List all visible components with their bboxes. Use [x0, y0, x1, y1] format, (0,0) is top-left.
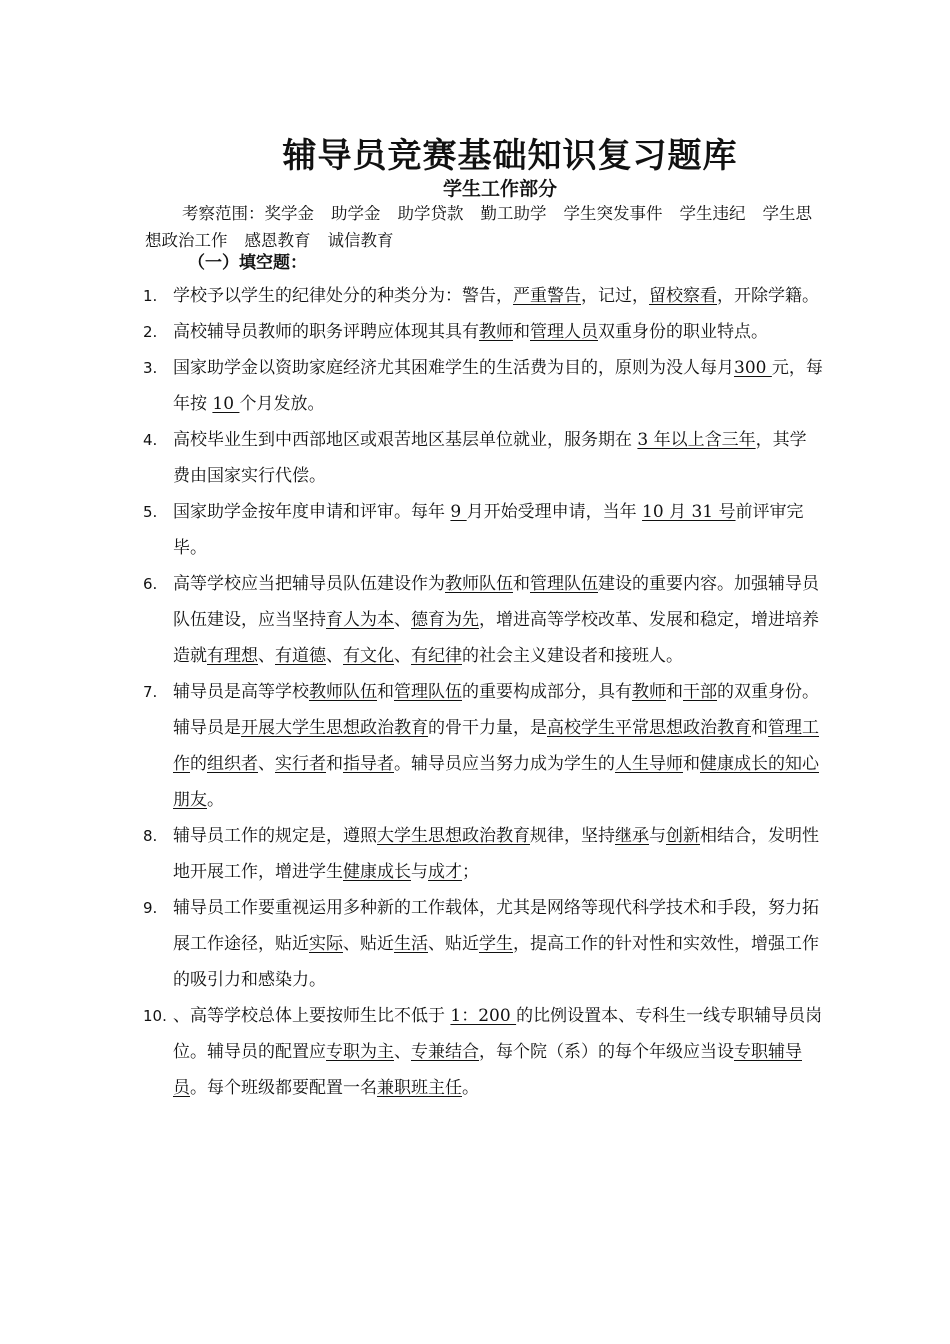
question-text: 。: [207, 790, 224, 810]
question-list: [143, 278, 823, 1106]
answer-blank: 管理队伍: [530, 574, 598, 594]
scope-item: 助学金: [331, 204, 381, 223]
question-item: [143, 674, 823, 818]
answer-blank: 10: [212, 394, 240, 414]
question-text: 与: [649, 826, 666, 846]
question-text: 、: [394, 646, 411, 666]
answer-blank: 有道德: [275, 646, 326, 666]
question-text: 、高等学校总体上要按师生比不低于: [173, 1006, 451, 1026]
answer-blank: 健康成长: [343, 862, 411, 882]
question-text: 建设的重要内容。加强辅导员队伍建设，应当坚持: [173, 574, 819, 630]
answer-blank: 实行者: [275, 754, 326, 774]
question-text: 、: [258, 646, 275, 666]
answer-blank: 德育为先: [411, 610, 479, 630]
question-text: ，记过，: [581, 286, 649, 306]
question-text: 个月发放。: [239, 394, 325, 414]
question-text: 与: [411, 862, 428, 882]
answer-blank: 学生: [479, 934, 513, 954]
question-text: 前评审完毕。: [173, 502, 804, 558]
question-number: 4.: [143, 431, 158, 449]
answer-blank: 组织者: [207, 754, 258, 774]
answer-blank: 管理人员: [530, 322, 598, 342]
question-text: 和: [666, 682, 683, 702]
question-item: [143, 350, 823, 422]
answer-blank: 健康成长的知心朋友: [173, 754, 819, 810]
question-text: 和: [377, 682, 394, 702]
question-text: 双重身份的职业特点。: [598, 322, 768, 342]
answer-blank: 专职为主: [326, 1042, 394, 1062]
question-item: [143, 818, 823, 890]
question-text: 高等学校应当把辅导员队伍建设作为: [173, 574, 445, 594]
answer-blank: 专职辅导员: [173, 1042, 802, 1098]
question-text: ，提高工作的针对性和实效性，增强工作的吸引力和感染力。: [173, 934, 819, 990]
question-number: 5.: [143, 503, 158, 521]
question-text: 月开始受理申请，当年: [466, 502, 643, 522]
answer-blank: 严重警告: [513, 286, 581, 306]
question-number: 6.: [143, 575, 158, 593]
question-text: ，开除学籍。: [717, 286, 819, 306]
question-text: 的重要构成部分，具有: [462, 682, 632, 702]
question-item: [143, 314, 823, 350]
answer-blank: 指导者: [343, 754, 394, 774]
scope-item: 学生突发事件: [563, 204, 663, 223]
question-text: ，其学费由国家实行代偿。: [173, 430, 807, 486]
question-item: [143, 998, 823, 1106]
question-text: 。辅导员应当努力成为学生的: [394, 754, 615, 774]
page-title: 辅导员竞赛基础知识复习题库: [282, 136, 738, 176]
scope-item: 学生思想政治工作: [145, 204, 812, 250]
answer-blank: 300: [734, 358, 772, 378]
answer-blank: 育人为本: [326, 610, 394, 630]
question-text: 国家助学金按年度申请和评审。每年: [173, 502, 451, 522]
question-text: 规律，坚持: [530, 826, 615, 846]
answer-blank: 3 年以上含三年: [637, 430, 756, 450]
question-text: 元，每年按: [173, 358, 823, 414]
answer-blank: 成才: [428, 862, 462, 882]
answer-blank: 教师队伍: [309, 682, 377, 702]
answer-blank: 大学生思想政治教育: [377, 826, 530, 846]
answer-blank: 高校学生平常思想政治教育: [547, 718, 751, 738]
question-text: ，每个院（系）的每个年级应当设: [479, 1042, 734, 1062]
answer-blank: 继承: [615, 826, 649, 846]
question-text: 、: [394, 1042, 411, 1062]
answer-blank: 管理工作: [173, 718, 819, 774]
question-text: ，增进高等学校改革、发展和稳定，增进培养造就: [173, 610, 819, 666]
answer-blank: 留校察看: [649, 286, 717, 306]
answer-blank: 管理队伍: [394, 682, 462, 702]
question-text: 的双重身份。辅导员是: [173, 682, 819, 738]
question-text: 。每个班级都要配置一名: [190, 1078, 377, 1098]
answer-blank: 开展大学生思想政治教育: [241, 718, 428, 738]
question-text: 的比例设置本、专科生一线专职辅导员岗位。辅导员的配置应: [173, 1006, 823, 1062]
section-heading: （一）填空题：: [188, 253, 307, 273]
question-text: 、: [326, 646, 343, 666]
scope-item: 助学贷款: [397, 204, 464, 223]
question-text: 学校予以学生的纪律处分的种类分为：警告，: [173, 286, 513, 306]
question-number: 8.: [143, 827, 158, 845]
question-text: 、: [394, 610, 411, 630]
question-item: [143, 890, 823, 998]
question-text: 辅导员工作的规定是，遵照: [173, 826, 377, 846]
question-number: 10.: [143, 1007, 167, 1025]
question-text: 高校毕业生到中西部地区或艰苦地区基层单位就业，服务期在: [173, 430, 638, 450]
question-text: 。: [462, 1078, 479, 1098]
scope-item: 奖学金: [264, 204, 314, 223]
answer-blank: 有纪律: [411, 646, 462, 666]
question-item: [143, 278, 823, 314]
answer-blank: 有文化: [343, 646, 394, 666]
question-number: 1.: [143, 287, 158, 305]
question-item: [143, 566, 823, 674]
answer-blank: 创新: [666, 826, 700, 846]
question-text: 和: [751, 718, 768, 738]
answer-blank: 教师: [479, 322, 513, 342]
question-number: 9.: [143, 899, 158, 917]
answer-blank: 1：200: [450, 1006, 517, 1026]
question-text: 国家助学金以资助家庭经济尤其困难学生的生活费为目的，原则为没人每月: [173, 358, 734, 378]
scope-item: 勤工助学: [480, 204, 547, 223]
answer-blank: 兼职班主任: [377, 1078, 462, 1098]
question-text: 的社会主义建设者和接班人。: [462, 646, 683, 666]
question-text: ；: [462, 862, 479, 882]
question-text: 、: [258, 754, 275, 774]
scope-prefix: 考察范围：: [182, 204, 265, 223]
answer-blank: 9: [450, 502, 467, 522]
question-text: 和: [513, 322, 530, 342]
question-text: 辅导员工作要重视运用多种新的工作载体，尤其是网络等现代科学技术和手段，努力拓展工作途径，贴近: [173, 898, 819, 954]
answer-blank: 有理想: [207, 646, 258, 666]
scope-item: 学生违纪: [679, 204, 746, 223]
answer-blank: 生活: [394, 934, 428, 954]
answer-blank: 人生导师: [615, 754, 683, 774]
question-text: 辅导员是高等学校: [173, 682, 309, 702]
scope-item: 诚信教育: [327, 231, 394, 250]
question-text: 和: [326, 754, 343, 774]
question-text: 和: [683, 754, 700, 774]
answer-blank: 干部: [683, 682, 717, 702]
question-text: 相结合，发明性地开展工作，增进学生: [173, 826, 819, 882]
question-text: 、贴近: [428, 934, 479, 954]
question-item: [143, 494, 823, 566]
question-number: 7.: [143, 683, 158, 701]
question-number: 3.: [143, 359, 158, 377]
answer-blank: 专兼结合: [411, 1042, 479, 1062]
answer-blank: 教师队伍: [445, 574, 513, 594]
answer-blank: 实际: [309, 934, 343, 954]
question-number: 2.: [143, 323, 158, 341]
answer-blank: 教师: [632, 682, 666, 702]
page-subtitle: 学生工作部分: [442, 178, 557, 200]
question-text: 高校辅导员教师的职务评聘应体现其具有: [173, 322, 479, 342]
question-text: 、贴近: [343, 934, 394, 954]
exam-scope: [145, 200, 817, 254]
scope-item: 感恩教育: [244, 231, 311, 250]
question-item: [143, 422, 823, 494]
question-text: 的骨干力量，是: [428, 718, 547, 738]
question-text: 的: [190, 754, 207, 774]
answer-blank: 10 月 31 号: [642, 502, 736, 522]
question-text: 和: [513, 574, 530, 594]
